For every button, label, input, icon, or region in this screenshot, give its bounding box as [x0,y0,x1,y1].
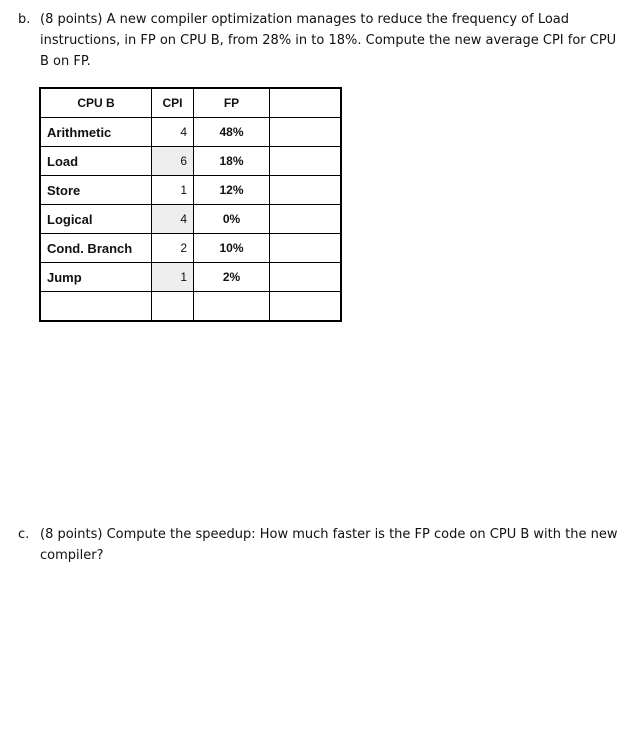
table-row [40,234,341,263]
row-name: Store [40,176,152,205]
row-fp: 12% [194,176,270,205]
row-empty-cell [270,147,342,176]
table-row [40,205,341,234]
row-name: Jump [40,263,152,292]
header-fp: FP [194,88,270,118]
row-fp: 48% [194,118,270,147]
row-empty-cell [270,234,342,263]
question-b-text: (8 points) A new compiler optimization manages to reduce the frequency of Load instructions, in FP on CPU B, from 28% in to 18%. Compute the new average CPI for CPU B on FP. [40,12,617,69]
row-empty-cell [270,263,342,292]
row-name: Arithmetic [40,118,152,147]
row-cpi: 1 [152,263,194,292]
row-empty-cell [270,118,342,147]
row-cpi [152,292,194,322]
row-name: Cond. Branch [40,234,152,263]
question-c-text: (8 points) Compute the speedup: How much faster is the FP code on CPU B with the new compiler? [40,527,618,563]
row-cpi: 4 [152,118,194,147]
table-row [40,176,341,205]
row-fp: 0% [194,205,270,234]
header-cpu-b: CPU B [40,88,152,118]
row-name: Load [40,147,152,176]
table-row [40,263,341,292]
row-fp [194,292,270,322]
row-name: Logical [40,205,152,234]
table-row [40,292,341,322]
row-fp: 10% [194,234,270,263]
row-empty-cell [270,205,342,234]
row-cpi: 1 [152,176,194,205]
header-cpi: CPI [152,88,194,118]
row-name [40,292,152,322]
table-header-row [40,88,341,118]
row-cpi: 4 [152,205,194,234]
question-c-label: c. [18,527,30,542]
table-row [40,118,341,147]
row-cpi: 6 [152,147,194,176]
question-c [18,524,622,566]
question-b [18,9,622,72]
question-b-label: b. [18,12,31,27]
row-empty-cell [270,292,342,322]
table-row [40,147,341,176]
cpu-b-table [39,87,342,322]
row-fp: 18% [194,147,270,176]
row-empty-cell [270,176,342,205]
header-empty [270,88,342,118]
row-cpi: 2 [152,234,194,263]
row-fp: 2% [194,263,270,292]
